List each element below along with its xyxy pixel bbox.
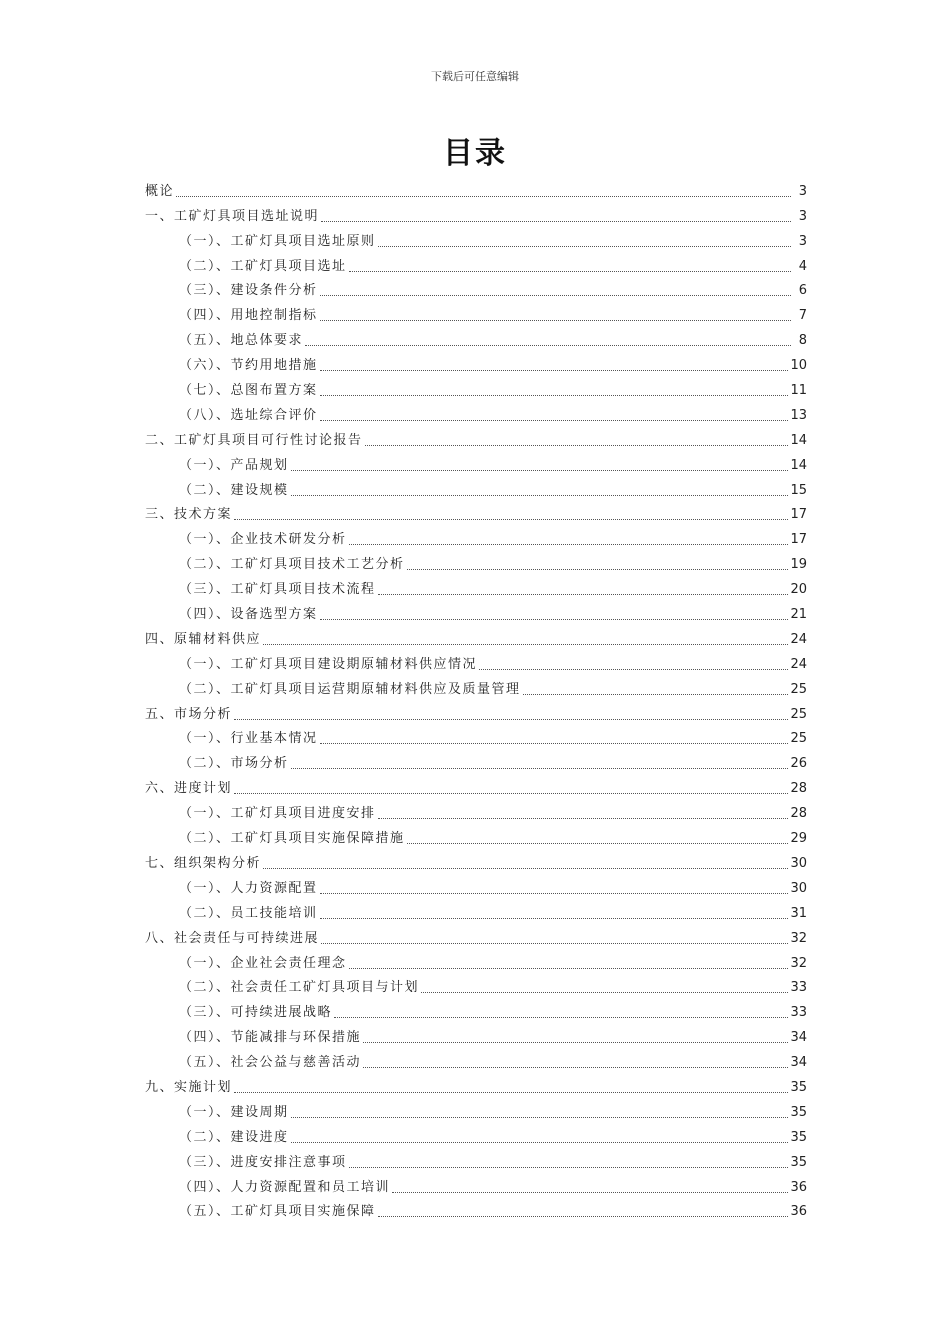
toc-entry-label: （四）、用地控制指标	[179, 308, 318, 324]
toc-entry-label: （二）、工矿灯具项目技术工艺分析	[179, 557, 405, 573]
toc-dot-leader	[320, 742, 789, 744]
toc-dot-leader	[291, 494, 789, 496]
toc-entry-page: 33	[790, 1005, 807, 1021]
toc-dot-leader	[320, 917, 789, 919]
toc-entry-page: 14	[790, 432, 807, 448]
toc-entry-label: （二）、市场分析	[179, 756, 289, 772]
toc-entry[interactable]	[145, 374, 807, 399]
toc-entry[interactable]	[145, 698, 807, 723]
toc-entry[interactable]	[145, 573, 807, 598]
toc-entry-page: 25	[790, 681, 807, 697]
toc-entry-label: （二）、建设规模	[179, 482, 289, 498]
toc-dot-leader	[291, 1116, 789, 1118]
toc-entry-label: （三）、进度安排注意事项	[179, 1154, 347, 1170]
toc-entry-page: 4	[798, 258, 807, 274]
toc-entry-page: 29	[790, 831, 807, 847]
toc-entry-page: 17	[790, 507, 807, 523]
toc-dot-leader	[263, 643, 788, 645]
toc-entry[interactable]	[145, 897, 807, 922]
toc-entry[interactable]	[145, 250, 807, 275]
toc-entry[interactable]	[145, 1046, 807, 1071]
toc-entry-label: （一）、行业基本情况	[179, 731, 318, 747]
toc-entry-page: 20	[790, 582, 807, 598]
toc-entry-page: 28	[790, 781, 807, 797]
toc-entry-page: 8	[798, 333, 807, 349]
toc-entry-page: 34	[790, 1055, 807, 1071]
toc-entry-label: （五）、地总体要求	[179, 333, 304, 349]
toc-dot-leader	[378, 593, 789, 595]
toc-entry-label: （四）、人力资源配置和员工培训	[179, 1179, 391, 1195]
toc-entry[interactable]	[145, 673, 807, 698]
toc-entry[interactable]	[145, 648, 807, 673]
toc-entry-page: 32	[790, 930, 807, 946]
toc-entry-page: 31	[790, 905, 807, 921]
toc-entry-page: 3	[798, 183, 807, 199]
toc-entry-page: 25	[790, 731, 807, 747]
toc-dot-leader	[320, 369, 789, 371]
toc-entry-page: 11	[790, 383, 807, 399]
toc-entry-label: （二）、工矿灯具项目选址	[179, 258, 347, 274]
toc-dot-leader	[349, 543, 789, 545]
toc-entry[interactable]	[145, 1096, 807, 1121]
table-of-contents	[145, 175, 807, 1220]
toc-dot-leader	[392, 1191, 788, 1193]
toc-dot-leader	[421, 991, 788, 993]
toc-entry-page: 26	[790, 756, 807, 772]
toc-entry-page: 36	[790, 1179, 807, 1195]
toc-entry-page: 6	[798, 283, 807, 299]
toc-dot-leader	[320, 319, 791, 321]
toc-entry-label: （五）、工矿灯具项目实施保障	[179, 1204, 376, 1220]
toc-entry-label: （三）、可持续进展战略	[179, 1005, 333, 1021]
toc-entry-label: （八）、选址综合评价	[179, 407, 318, 423]
toc-entry[interactable]	[145, 996, 807, 1021]
toc-entry[interactable]	[145, 947, 807, 972]
toc-entry[interactable]	[145, 1021, 807, 1046]
toc-entry-label: （三）、工矿灯具项目技术流程	[179, 582, 376, 598]
toc-dot-leader	[234, 518, 788, 520]
toc-dot-leader	[320, 294, 791, 296]
toc-entry[interactable]	[145, 623, 807, 648]
toc-entry[interactable]	[145, 598, 807, 623]
toc-entry-page: 24	[790, 656, 807, 672]
toc-entry-label: 五、市场分析	[145, 706, 233, 722]
toc-entry[interactable]	[145, 499, 807, 524]
toc-entry-label: （二）、建设进度	[179, 1129, 289, 1145]
toc-entry[interactable]	[145, 1171, 807, 1196]
toc-entry-page: 32	[790, 955, 807, 971]
toc-entry-page: 17	[790, 532, 807, 548]
toc-entry-label: （四）、节能减排与环保措施	[179, 1030, 362, 1046]
toc-entry[interactable]	[145, 797, 807, 822]
toc-entry-page: 35	[790, 1079, 807, 1095]
toc-entry[interactable]	[145, 175, 807, 200]
toc-entry-label: （二）、工矿灯具项目运营期原辅材料供应及质量管理	[179, 681, 521, 697]
toc-entry-page: 10	[790, 358, 807, 374]
toc-entry-page: 3	[798, 208, 807, 224]
toc-entry-page: 3	[798, 233, 807, 249]
toc-dot-leader	[320, 419, 789, 421]
toc-entry[interactable]	[145, 225, 807, 250]
toc-entry[interactable]	[145, 424, 807, 449]
toc-entry[interactable]	[145, 548, 807, 573]
toc-entry-label: （二）、员工技能培训	[179, 905, 318, 921]
toc-entry-page: 15	[790, 482, 807, 498]
toc-entry-label: （一）、企业技术研发分析	[179, 532, 347, 548]
toc-entry[interactable]	[145, 349, 807, 374]
toc-entry-page: 30	[790, 855, 807, 871]
toc-entry-label: （三）、建设条件分析	[179, 283, 318, 299]
toc-dot-leader	[320, 618, 789, 620]
toc-entry-label: 七、组织架构分析	[145, 855, 262, 871]
toc-entry-label: （一）、建设周期	[179, 1104, 289, 1120]
toc-dot-leader	[378, 817, 789, 819]
toc-entry-label: （五）、社会公益与慈善活动	[179, 1055, 362, 1071]
toc-entry-label: （四）、设备选型方案	[179, 607, 318, 623]
toc-entry-page: 21	[790, 607, 807, 623]
toc-entry-page: 35	[790, 1154, 807, 1170]
toc-dot-leader	[365, 444, 789, 446]
toc-entry-page: 19	[790, 557, 807, 573]
toc-dot-leader	[349, 270, 791, 272]
toc-entry-label: （一）、产品规划	[179, 457, 289, 473]
toc-entry-page: 35	[790, 1129, 807, 1145]
toc-dot-leader	[320, 394, 789, 396]
toc-entry-label: （六）、节约用地措施	[179, 358, 318, 374]
toc-dot-leader	[321, 220, 791, 222]
toc-entry-label: 四、原辅材料供应	[145, 631, 262, 647]
toc-dot-leader	[305, 344, 791, 346]
toc-entry-page: 30	[790, 880, 807, 896]
toc-entry-label: 三、技术方案	[145, 507, 233, 523]
toc-entry[interactable]	[145, 449, 807, 474]
toc-entry-page: 14	[790, 457, 807, 473]
toc-dot-leader	[263, 867, 788, 869]
toc-dot-leader	[291, 469, 789, 471]
toc-entry-label: （一）、企业社会责任理念	[179, 955, 347, 971]
toc-entry[interactable]	[145, 747, 807, 772]
toc-entry[interactable]	[145, 1121, 807, 1146]
toc-entry-page: 34	[790, 1030, 807, 1046]
toc-dot-leader	[407, 568, 789, 570]
toc-entry[interactable]	[145, 872, 807, 897]
toc-dot-leader	[363, 1066, 788, 1068]
toc-dot-leader	[349, 1166, 789, 1168]
toc-dot-leader	[234, 1091, 788, 1093]
toc-entry[interactable]	[145, 1196, 807, 1221]
toc-entry[interactable]	[145, 399, 807, 424]
toc-entry[interactable]	[145, 822, 807, 847]
toc-dot-leader	[291, 1141, 789, 1143]
toc-entry-page: 28	[790, 806, 807, 822]
toc-entry-label: 六、进度计划	[145, 781, 233, 797]
toc-dot-leader	[523, 693, 789, 695]
toc-entry[interactable]	[145, 723, 807, 748]
toc-entry-label: 概论	[145, 183, 175, 199]
toc-entry-label: 九、实施计划	[145, 1079, 233, 1095]
page-title: 目录	[443, 136, 507, 171]
toc-entry-label: （二）、社会责任工矿灯具项目与计划	[179, 980, 420, 996]
toc-dot-leader	[407, 842, 789, 844]
toc-entry-label: 一、工矿灯具项目选址说明	[145, 208, 320, 224]
toc-entry-label: 八、社会责任与可持续进展	[145, 930, 320, 946]
toc-entry[interactable]	[145, 1146, 807, 1171]
toc-entry-page: 13	[790, 407, 807, 423]
toc-entry-page: 24	[790, 631, 807, 647]
toc-entry-page: 36	[790, 1204, 807, 1220]
toc-entry-label: （一）、人力资源配置	[179, 880, 318, 896]
toc-entry[interactable]	[145, 200, 807, 225]
toc-entry-page: 25	[790, 706, 807, 722]
toc-entry[interactable]	[145, 324, 807, 349]
toc-entry[interactable]	[145, 474, 807, 499]
toc-entry-label: （七）、总图布置方案	[179, 383, 318, 399]
toc-dot-leader	[234, 718, 788, 720]
toc-entry-label: （一）、工矿灯具项目建设期原辅材料供应情况	[179, 656, 478, 672]
toc-entry[interactable]	[145, 972, 807, 997]
toc-dot-leader	[234, 792, 788, 794]
toc-entry-label: 二、工矿灯具项目可行性讨论报告	[145, 432, 363, 448]
toc-dot-leader	[320, 892, 789, 894]
toc-entry-page: 7	[798, 308, 807, 324]
toc-dot-leader	[363, 1041, 788, 1043]
page-header: 下载后可任意编辑	[431, 70, 519, 83]
toc-entry-label: （一）、工矿灯具项目选址原则	[179, 233, 376, 249]
toc-dot-leader	[321, 942, 788, 944]
toc-entry[interactable]	[145, 772, 807, 797]
toc-dot-leader	[334, 1016, 788, 1018]
toc-entry[interactable]	[145, 922, 807, 947]
toc-dot-leader	[349, 967, 789, 969]
toc-dot-leader	[378, 245, 791, 247]
toc-entry[interactable]	[145, 523, 807, 548]
toc-dot-leader	[176, 195, 791, 197]
toc-entry[interactable]	[145, 275, 807, 300]
toc-entry[interactable]	[145, 1071, 807, 1096]
toc-dot-leader	[291, 767, 789, 769]
toc-entry[interactable]	[145, 847, 807, 872]
toc-entry-page: 35	[790, 1104, 807, 1120]
toc-entry-label: （一）、工矿灯具项目进度安排	[179, 806, 376, 822]
toc-dot-leader	[378, 1215, 789, 1217]
toc-dot-leader	[479, 668, 788, 670]
toc-entry-page: 33	[790, 980, 807, 996]
toc-entry[interactable]	[145, 299, 807, 324]
toc-entry-label: （二）、工矿灯具项目实施保障措施	[179, 831, 405, 847]
